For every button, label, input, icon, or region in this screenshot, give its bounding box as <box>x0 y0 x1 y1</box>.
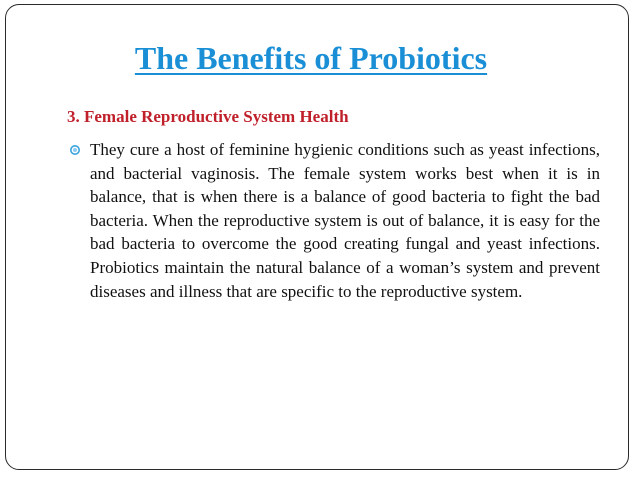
section-heading: 3. Female Reproductive System Health <box>67 107 349 126</box>
slide-title: The Benefits of Probiotics <box>134 40 488 76</box>
bullet-paragraph: They cure a host of feminine hygienic conditions such as yeast infections, and bacterial vaginosis. The female system works best when it is in balance, that is when there is a balance of good bacteria to fight the bad bacteria. When the reproductive system is out of balance, it is easy for the bad bacteria to overcome the good creating fungal and yeast infections. Probiotics maintain the natural balance of a woman’s system and prevent diseases and illness that are specific to the reproductive system. <box>90 140 600 301</box>
bullet-circle-icon <box>69 144 81 156</box>
